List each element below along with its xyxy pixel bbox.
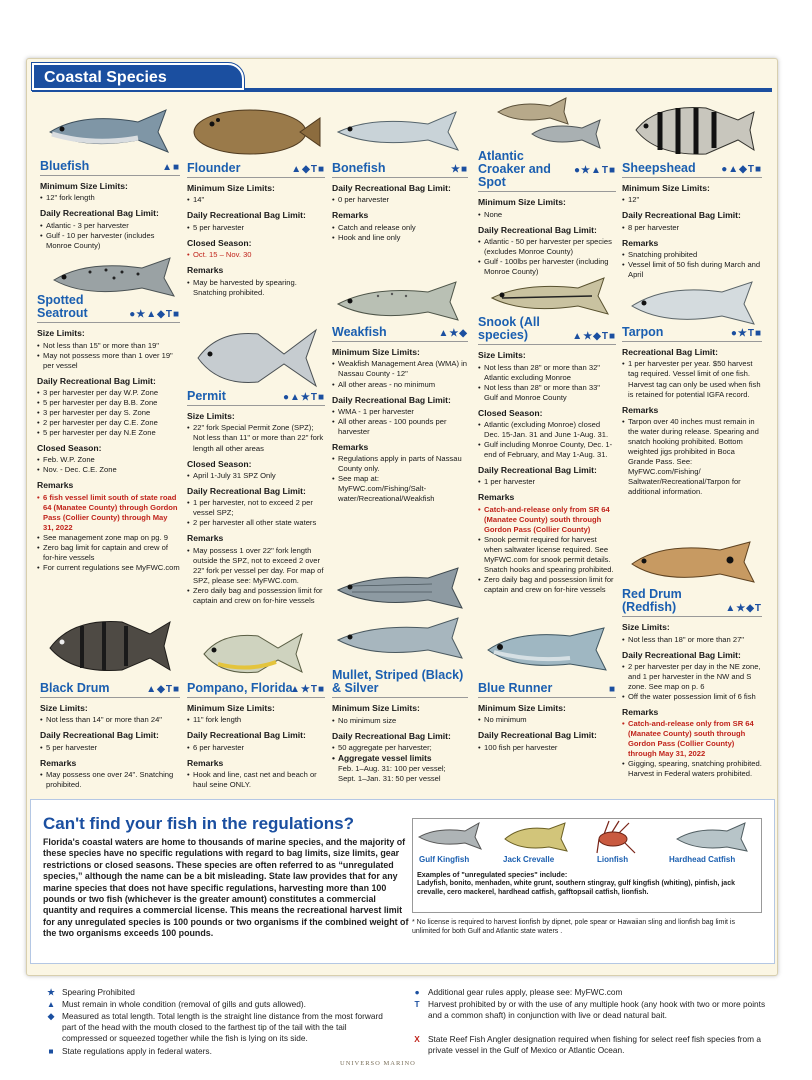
blackdrum-illustration bbox=[42, 612, 178, 676]
circle-icon: ● bbox=[414, 987, 420, 997]
pompano-symbols: ▲★T■ bbox=[289, 684, 325, 695]
reddrum-card: Red Drum (Redfish) ▲★◆T Size Limits: • Not less than 18" or more than 27" Daily Recreational Bag Limit: • 2 per harvester per day in the NE zone, and 1 per harvester in the NW and S zone. See map on p. 6 • Off the water possession limit of 6 fish Remarks • Catch-and-release only from SR 64 (Manatee County) south through Gordon Pass (Collier County) through May 31, 2022 • Gigging, spearing, snatching prohibited. Harvest in Federal waters prohibited. bbox=[622, 588, 762, 779]
mullet-name: Mullet, Striped (Black) & Silver bbox=[332, 668, 464, 696]
sheepshead-symbols: ●▲◆T■ bbox=[721, 164, 762, 175]
bonefish-symbols: ★■ bbox=[450, 164, 468, 175]
legend-multiple-hook: T Harvest prohibited by or with the use of any multiple hook (any hook with two or more points and a common shaft) in conjunction with live or dead natural bait. bbox=[410, 999, 770, 1021]
croaker-card: Atlantic Croaker and Spot ●★▲T■ Minimum Size Limits: • None Daily Recreational Bag Limit: • Atlantic - 50 per harvester per species (excludes Monroe County) • Gulf - 100lbs per harvester (including Monroe County) bbox=[478, 150, 616, 277]
tarpon-symbols: ●★T■ bbox=[730, 328, 762, 339]
unregulated-title: Can't find your fish in the regulations? bbox=[43, 814, 354, 833]
examples-list: Ladyfish, bonito, menhaden, white grunt, southern stingray, gulf kingfish (whiting), pinfish, jack crevalle, cero mackerel, hardhead catfish, gafftopsail catfish, lionfish. bbox=[417, 880, 735, 897]
flounder-name: Flounder bbox=[187, 161, 241, 175]
unregulated-fish-illustrations bbox=[413, 819, 763, 855]
blackdrum-name: Black Drum bbox=[40, 681, 110, 695]
flounder-card: Flounder ▲◆T■ Minimum Size Limits: • 14" Daily Recreational Bag Limit: • 5 per harvester Closed Season: • Oct. 15 – Nov. 30 Remarks • May be harvested by spearing. Snatching prohibited. bbox=[187, 162, 325, 298]
legend-total-length: ◆ Measured as total length. Total length is the straight line distance from the most forward part of the head with the mouth closed to the farthest tip of the tail with the tail compressed or squeezed together while the fish is lying on its side. bbox=[44, 1011, 394, 1045]
legend-spearing: ★ Spearing Prohibited bbox=[44, 987, 394, 998]
hardhead-catfish-label: Hardhead Catfish bbox=[669, 855, 736, 864]
weakfish-symbols: ▲★◆ bbox=[438, 328, 468, 339]
seatrout-card: Spotted Seatrout ●★▲◆T■ Size Limits: • Not less than 15" or more than 19" • May not possess more than 1 over 19" per vessel Daily Recreational Bag Limit: • 3 per harvester per day W.P. Zone • 5 per harvester per day B.B. Zone • 3 per harvester per day S. Zone • 2 per harvester per day C.E. Zone • 5 per harvester per day N.E Zone Closed Season: • Feb. W.P. Zone • Nov. - Dec. C.E. Zone Remarks • 6 fish vessel limit south of state road 64 (Manatee County) through Gordon Pass (Collier County) through May 31, 2022 • See management zone map on pg. 9 • Zero bag limit for captain and crew of for-hire vessels • For current regulations see MyFWC.com bbox=[37, 294, 180, 573]
square-icon: ■ bbox=[48, 1046, 54, 1056]
snook-name: Snook (All species) bbox=[478, 315, 540, 343]
bluefish-name: Bluefish bbox=[40, 159, 90, 173]
permit-name: Permit bbox=[187, 389, 226, 403]
gulf-kingfish-label: Gulf Kingfish bbox=[419, 855, 470, 864]
seatrout-symbols: ●★▲◆T■ bbox=[129, 309, 180, 320]
bluerunner-card: Blue Runner ■ Minimum Size Limits: • No minimum Daily Recreational Bag Limit: • 100 fish per harvester bbox=[478, 682, 616, 753]
snook-symbols: ▲★◆T■ bbox=[572, 331, 616, 342]
blackdrum-card: Black Drum ▲◆T■ Size Limits: • Not less than 14" or more than 24" Daily Recreational Bag Limit: • 5 per harvester Remarks • May possess one over 24". Snatching prohibited. bbox=[40, 682, 180, 790]
permit-card: Permit ●▲★T■ Size Limits: • 22" fork Special Permit Zone (SPZ); Not less than 11" or more than 22" fork length all other areas Closed Season: • April 1-July 31 SPZ Only Daily Recreational Bag Limit: • 1 per harvester, not to exceed 2 per vessel SPZ; • 2 per harvester all other state waters Remarks • May possess 1 over 22" fork length outside the SPZ, not to exceed 2 over 22" fork per vessel per day. For map of SPZ, please see: MyFWC.com. • Zero daily bag and possession limit for captain and crew on for-hire vessels bbox=[187, 390, 325, 606]
star-icon: ★ bbox=[47, 987, 55, 997]
bluerunner-illustration bbox=[482, 624, 616, 674]
bluefish-card: Bluefish ▲■ Minimum Size Limits: • 12" fork length Daily Recreational Bag Limit: • Atlantic - 3 per harvester • Gulf - 10 per harvester (includes Monroe County) bbox=[40, 160, 180, 251]
legend-gear: ● Additional gear rules apply, please see: MyFWC.com bbox=[410, 987, 770, 998]
permit-illustration bbox=[188, 324, 324, 390]
reddrum-symbols: ▲★◆T bbox=[725, 603, 762, 614]
pompano-card: Pompano, Florida ▲★T■ Minimum Size Limits: • 11" fork length Daily Recreational Bag Limit: • 6 per harvester Remarks • Hook and line, cast net and beach or haul seine ONLY. bbox=[187, 682, 325, 790]
legend-whole: ▲ Must remain in whole condition (removal of gills and guts allowed). bbox=[44, 999, 394, 1010]
triangle-icon: ▲ bbox=[46, 999, 56, 1009]
publisher-logo: UNIVERSO MARINO bbox=[340, 1060, 416, 1067]
bonefish-name: Bonefish bbox=[332, 161, 386, 175]
croaker-name: Atlantic Croaker and Spot bbox=[478, 149, 551, 190]
lionfish-label: Lionfish bbox=[597, 855, 629, 864]
unregulated-examples-box bbox=[412, 818, 762, 913]
pompano-name: Pompano, Florida bbox=[187, 681, 293, 695]
bluerunner-name: Blue Runner bbox=[478, 681, 553, 695]
sheepshead-card: Sheepshead ●▲◆T■ Minimum Size Limits: • 12" Daily Recreational Bag Limit: • 8 per harvester Remarks • Snatching prohibited • Vessel limit of 50 fish during March and April bbox=[622, 162, 762, 280]
bonefish-card: Bonefish ★■ Daily Recreational Bag Limit: • 0 per harvester Remarks • Catch and release only • Hook and line only bbox=[332, 162, 468, 243]
mullet-card: Mullet, Striped (Black) & Silver Minimum Size Limits: • No minimum size Daily Recreational Bag Limit: • 50 aggregate per harvester; • Aggregate vessel limits Feb. 1–Aug. 31: 100 per vessel; Sept. 1–Jan. 31: 50 per vessel bbox=[332, 669, 468, 784]
snook-card: Snook (All species) ▲★◆T■ Size Limits: • Not less than 28" or more than 32" Atlantic excluding Monroe • Not less than 28" or more than 33" Gulf and Monroe County Closed Season: • Atlantic (excluding Monroe) closed Dec. 15-Jan. 31 and June 1-Aug. 31. • Gulf including Monroe County, Dec. 1-end of February, and May 1-Aug. 31. Daily Recreational Bag Limit: • 1 per harvester Remarks • Catch-and-release only from SR 64 (Manatee County) south through Gordon Pass (Collier County) • Snook permit required for harvest when saltwater license required. See MyFWC.com for snook permit details. Snatch hooks and spearing prohibited. • Zero daily bag and possession limit for captain and crew on for-hire vessels bbox=[478, 316, 616, 595]
blackdrum-symbols: ▲◆T■ bbox=[146, 684, 180, 695]
weakfish-card: Weakfish ▲★◆ Minimum Size Limits: • Weakfish Management Area (WMA) in Nassau County - 12" • All other areas - no minimum Daily Recreational Bag Limit: • WMA - 1 per harvester • All other areas - 100 pounds per harvester Remarks • Regulations apply in parts of Nassau County only. • See map at: MyFWC.com/Fishing/Salt-water/Recreational/Weakfish bbox=[332, 326, 468, 504]
tarpon-illustration bbox=[626, 280, 762, 326]
weakfish-illustration bbox=[332, 278, 468, 324]
sheepshead-illustration bbox=[626, 100, 762, 158]
pompano-illustration bbox=[198, 628, 310, 676]
reddrum-name: Red Drum (Redfish) bbox=[622, 587, 682, 615]
x-icon: X bbox=[414, 1034, 420, 1044]
legend-reef-angler: X State Reef Fish Angler designation required when fishing for select reef fish species from a private vessel in the Gulf of Mexico or Atlantic Ocean. bbox=[410, 1034, 770, 1056]
tarpon-card: Tarpon ●★T■ Recreational Bag Limit: • 1 per harvester per year. $50 harvest tag required. Vessel limit of one fish. Harvest tag can only be used when fish is retained for potential IGFA record. Remarks • Tarpon over 40 inches must remain in the water during release. Spearing and snatch hooking prohibited. Bottom weighted jigs prohibited in Boca Grande Pass. See: MyFWC.com/Fishing/ Saltwater/Recreational/Tarpon for additional information. bbox=[622, 326, 762, 497]
flounder-illustration bbox=[188, 104, 324, 156]
flounder-symbols: ▲◆T■ bbox=[291, 164, 325, 175]
diamond-icon: ◆ bbox=[47, 1011, 55, 1021]
croaker-symbols: ●★▲T■ bbox=[573, 165, 616, 176]
weakfish-name: Weakfish bbox=[332, 325, 387, 339]
reddrum-illustration bbox=[626, 538, 762, 586]
treble-hook-icon: T bbox=[414, 999, 420, 1009]
section-banner: Coastal Species bbox=[32, 63, 244, 90]
croaker-spot-illustration bbox=[478, 94, 614, 150]
bluefish-symbols: ▲■ bbox=[162, 162, 180, 173]
legend-federal: ■ State regulations apply in federal waters. bbox=[44, 1046, 394, 1057]
examples-header: Examples of "unregulated species" include: bbox=[417, 870, 568, 879]
lionfish-note: * No license is required to harvest lionfish by dipnet, pole spear or Hawaiian sling and lionfish bag limit is unlimited for both Gulf and Atlantic state waters . bbox=[412, 919, 735, 936]
bluefish-illustration bbox=[42, 104, 178, 156]
unregulated-body: Florida's coastal waters are home to thousands of marine species, and the majority of these species have no specific regulations with regard to bag limits, size limits, gear restrictions or closed seasons. These species are often referred to as “unregulated species,” although the name can be a bit misleading. State law provides that for any marine species that does not have specific regulations, harvesting more than 100 pounds or two fish (whichever is the greater amount) constitutes a commercial quantity and requires a commercial license. This means the recreational harvest limit for any unregulated species is 100 pounds or two organisms if the combined weight of the two organisms exceeds 100 pounds. bbox=[43, 837, 409, 939]
permit-symbols: ●▲★T■ bbox=[282, 392, 325, 403]
sheepshead-name: Sheepshead bbox=[622, 161, 696, 175]
bonefish-illustration bbox=[332, 108, 468, 154]
tarpon-name: Tarpon bbox=[622, 325, 664, 339]
snook-illustration bbox=[488, 276, 616, 316]
mullet-illustration bbox=[332, 566, 472, 666]
bluerunner-symbols: ■ bbox=[608, 684, 616, 695]
jack-crevalle-label: Jack Crevalle bbox=[503, 855, 555, 864]
seatrout-name: Spotted Seatrout bbox=[37, 293, 88, 321]
